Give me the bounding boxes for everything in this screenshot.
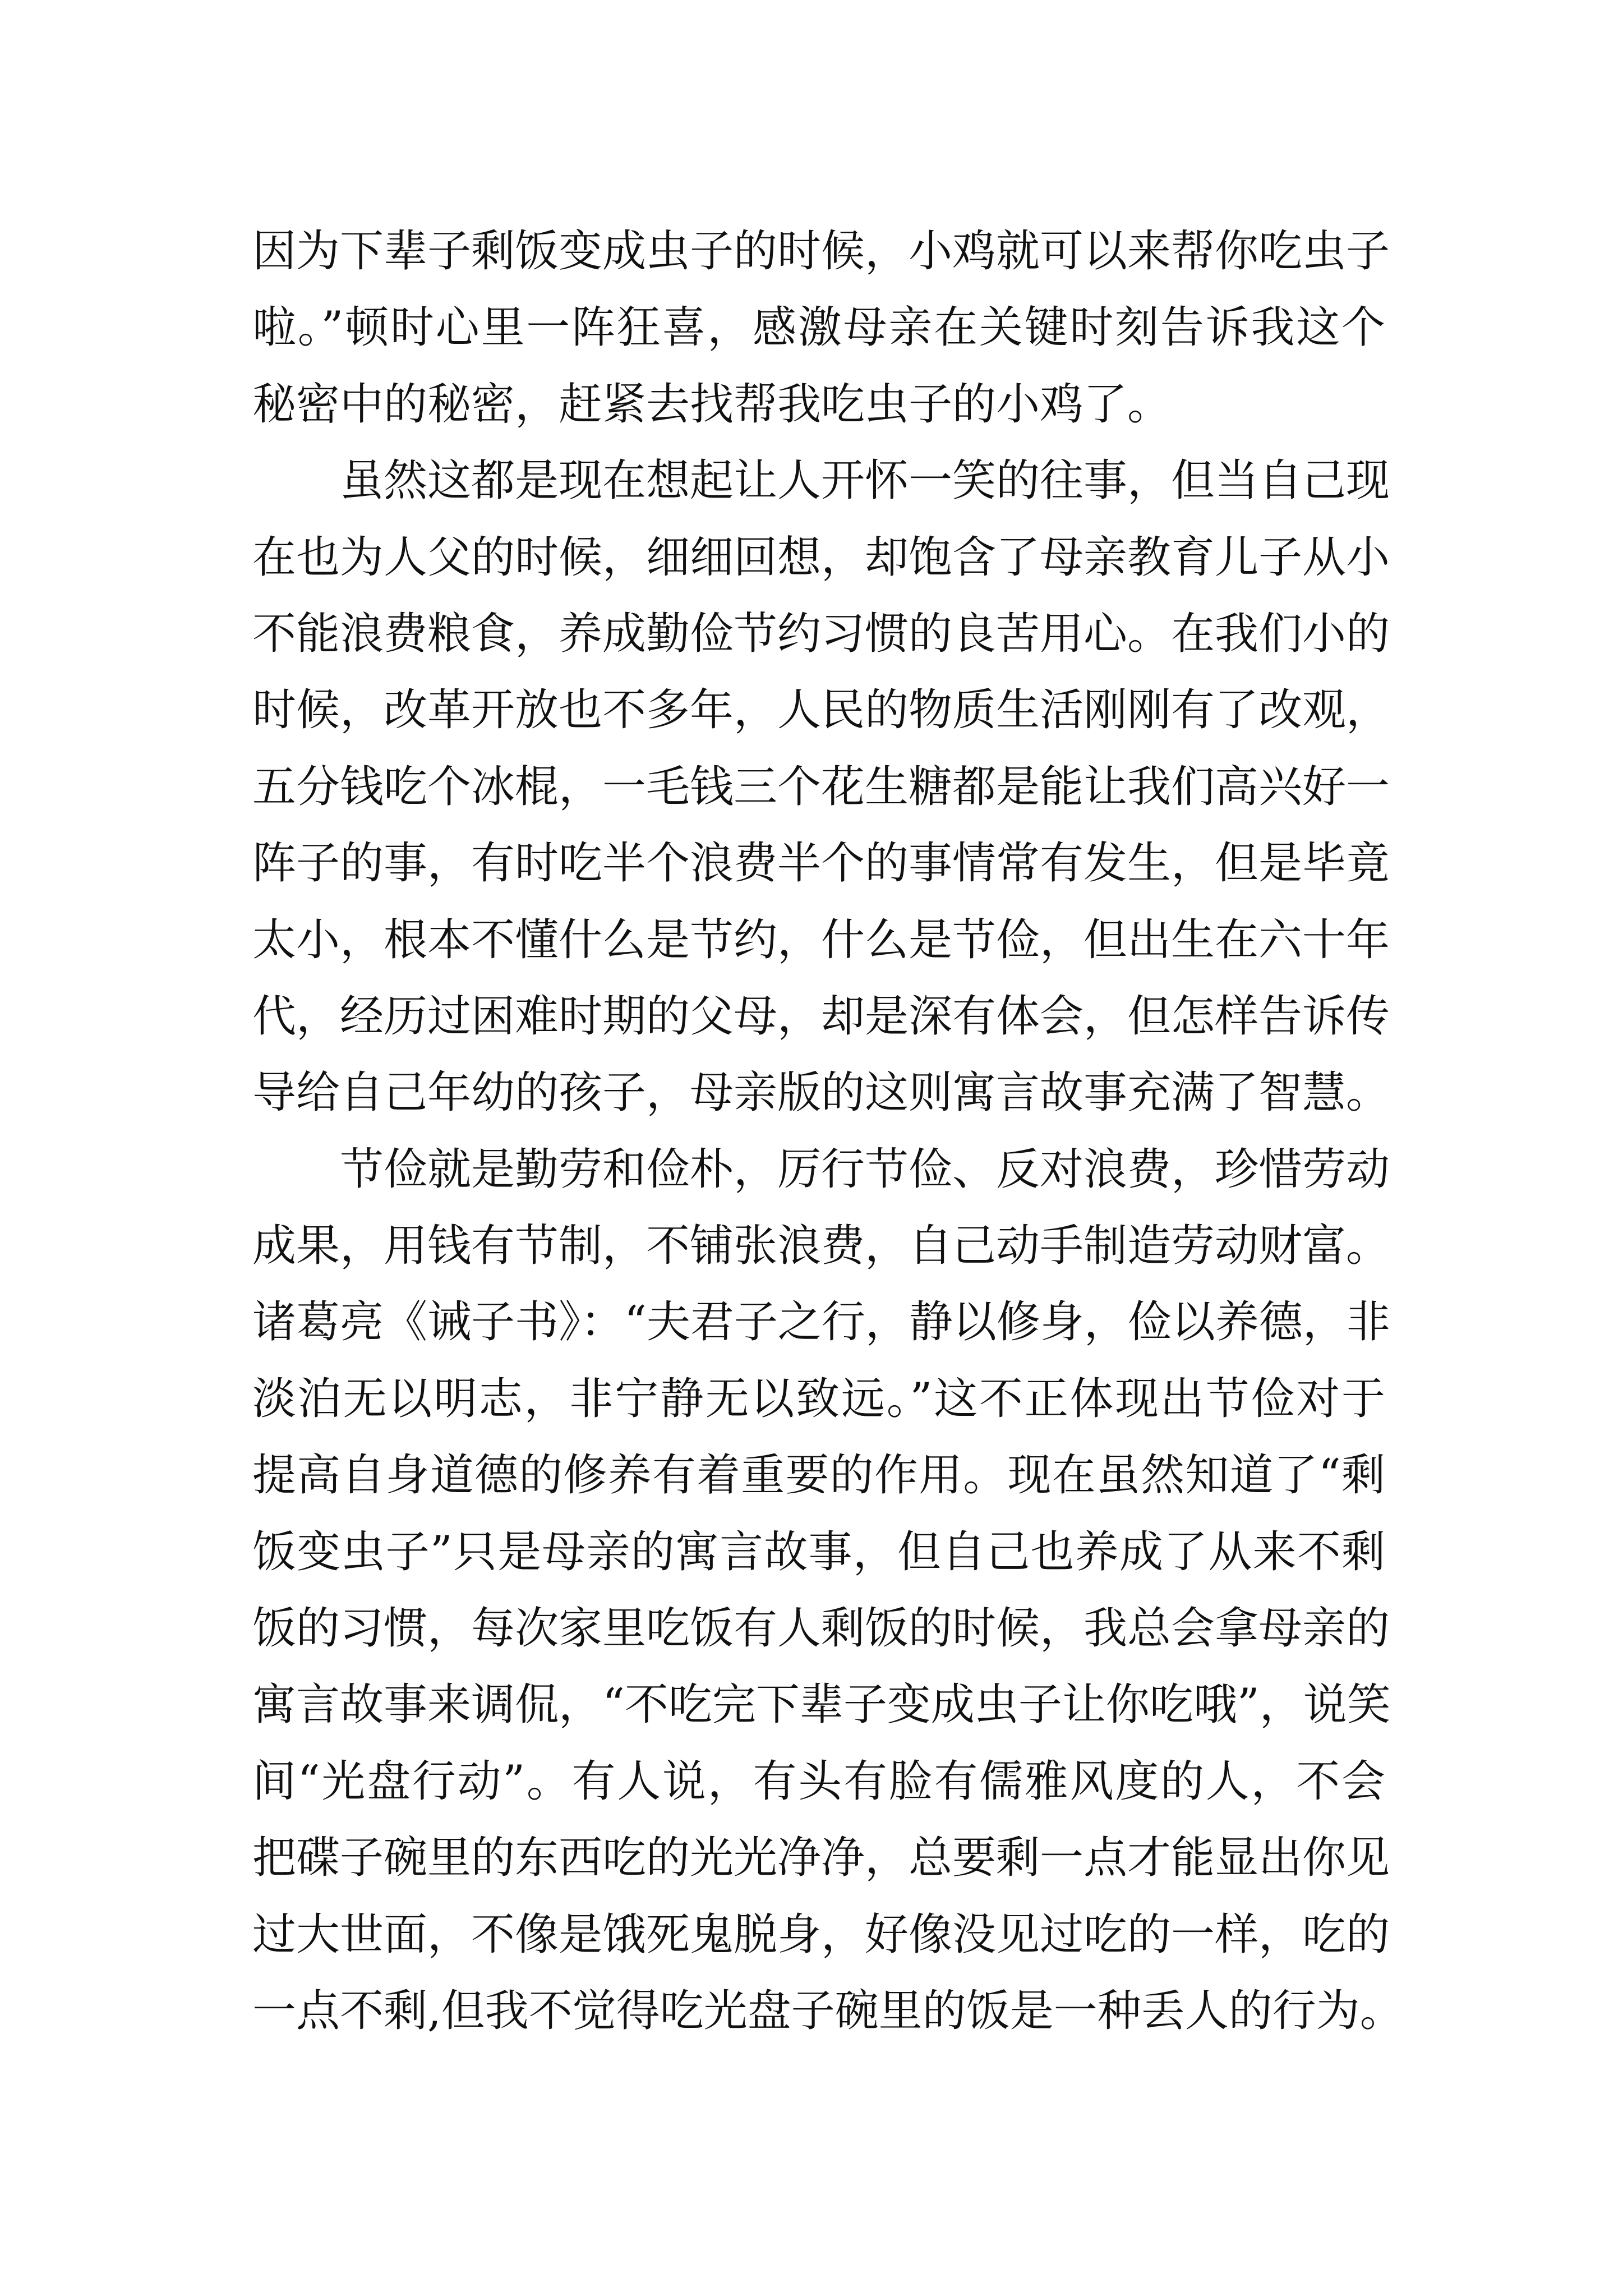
text-line: 过大世面，不像是饿死鬼脱身，好像没见过吃的一样，吃的	[252, 1909, 1390, 1960]
text-line: 秘密中的秘密，赶紧去找帮我吃虫子的小鸡了。	[252, 379, 1172, 430]
text-line: 在也为人父的时候，细细回想，却饱含了母亲教育儿子从小	[252, 532, 1390, 583]
text-line: 代，经历过困难时期的父母，却是深有体会，但怎样告诉传	[252, 991, 1390, 1042]
text-line: 太小，根本不懂什么是节约，什么是节俭，但出生在六十年	[252, 914, 1390, 965]
text-line: 导给自己年幼的孩子，母亲版的这则寓言故事充满了智慧。	[252, 1068, 1390, 1119]
text-line: 淡泊无以明志，非宁静无以致远。”这不正体现出节俭对于	[252, 1373, 1385, 1424]
text-line: 一点不剩,但我不觉得吃光盘子碗里的饭是一种丢人的行为。	[252, 1985, 1404, 2036]
text-line: 提高自身道德的修养有着重要的作用。现在虽然知道了“剩	[252, 1450, 1385, 1501]
text-line: 间“光盘行动”。有人说，有头有脸有儒雅风度的人，不会	[252, 1756, 1385, 1807]
text-line: 饭变虫子”只是母亲的寓言故事，但自己也养成了从来不剩	[252, 1526, 1385, 1577]
text-line: 饭的习惯，每次家里吃饭有人剩饭的时候，我总会拿母亲的	[252, 1603, 1390, 1654]
text-line: 五分钱吃个冰棍，一毛钱三个花生糖都是能让我们高兴好一	[252, 761, 1390, 812]
text-line: 啦。”顿时心里一阵狂喜，感激母亲在关键时刻告诉我这个	[252, 302, 1385, 353]
paragraph-first-line: 节俭就是勤劳和俭朴，厉行节俭、反对浪费，珍惜劳动	[340, 1144, 1390, 1195]
text-line: 阵子的事，有时吃半个浪费半个的事情常有发生，但是毕竟	[252, 838, 1390, 889]
body-text	[252, 213, 1404, 2049]
text-line: 时候，改革开放也不多年，人民的物质生活刚刚有了改观，	[252, 685, 1390, 736]
text-line: 成果，用钱有节制，不铺张浪费，自己动手制造劳动财富。	[252, 1221, 1390, 1272]
text-line: 因为下辈子剩饭变成虫子的时候，小鸡就可以来帮你吃虫子	[252, 226, 1390, 277]
paragraph-first-line: 虽然这都是现在想起让人开怀一笑的往事，但当自己现	[340, 455, 1390, 507]
text-line: 寓言故事来调侃，“不吃完下辈子变成虫子让你吃哦”，说笑	[252, 1680, 1391, 1731]
text-line: 诸葛亮《诫子书》：“夫君子之行，静以修身，俭以养德，非	[252, 1297, 1390, 1348]
text-line: 把碟子碗里的东西吃的光光净净，总要剩一点才能显出你见	[252, 1833, 1390, 1884]
text-line: 不能浪费粮食，养成勤俭节约习惯的良苦用心。在我们小的	[252, 608, 1390, 659]
